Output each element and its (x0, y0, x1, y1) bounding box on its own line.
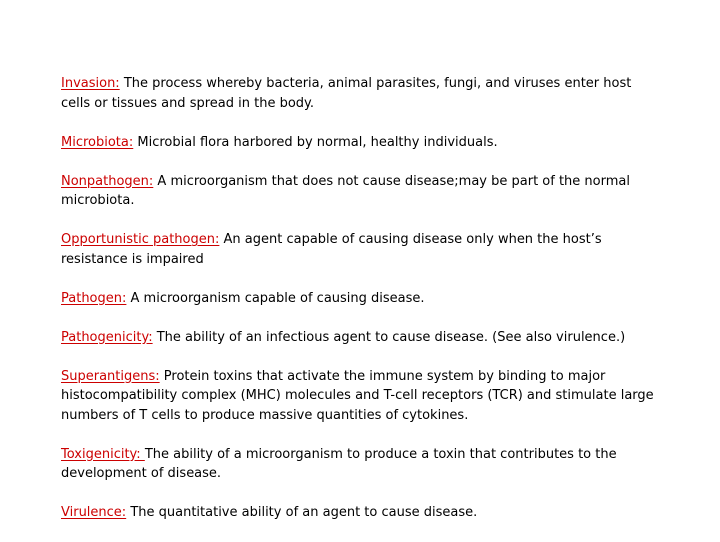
term-nonpathogen: Nonpathogen: (61, 173, 154, 189)
glossary-entry-pathogenicity (61, 328, 661, 348)
definition-pathogenicity: The ability of an infectious agent to cause disease. (See also virulence.) (152, 329, 626, 345)
definition-invasion: The process whereby bacteria, animal parasites, fungi, and viruses enter host cells or tissues and spread in the body. (61, 76, 632, 111)
glossary-entry-invasion (61, 74, 661, 113)
glossary-entry-virulence (61, 503, 661, 523)
term-invasion: Invasion: (61, 76, 120, 91)
definition-toxigenicity: The ability of a microorganism to produce a toxin that contributes to the development of disease. (61, 446, 617, 481)
definition-opportunistic-pathogen: An agent capable of causing disease only when the host’s resistance is impaired (61, 232, 602, 267)
definition-pathogen: A microorganism capable of causing disease. (126, 290, 425, 306)
glossary-list (61, 74, 661, 542)
glossary-entry-opportunistic-pathogen (61, 230, 661, 269)
term-opportunistic-pathogen: Opportunistic pathogen: (61, 232, 220, 247)
glossary-entry-pathogen (61, 289, 661, 309)
glossary-entry-nonpathogen (61, 172, 661, 211)
definition-microbiota: Microbial flora harbored by normal, healthy individuals. (133, 134, 498, 150)
term-pathogen: Pathogen: (61, 290, 127, 306)
definition-superantigens: Protein toxins that activate the immune system by binding to major histocompatibility complex (MHC) molecules and T-cell receptors (TCR) and stimulate large numbers of T cells to produce massive quantities of cytokines. (61, 368, 654, 423)
term-toxigenicity: Toxigenicity: (61, 446, 145, 462)
glossary-entry-superantigens (61, 367, 661, 426)
term-pathogenicity: Pathogenicity: (61, 329, 153, 345)
glossary-entry-toxigenicity (61, 445, 661, 484)
definition-virulence: The quantitative ability of an agent to cause disease. (126, 505, 478, 520)
definition-nonpathogen: A microorganism that does not cause disease;may be part of the normal microbiota. (61, 173, 630, 208)
term-virulence: Virulence: (61, 505, 127, 520)
glossary-entry-microbiota (61, 133, 661, 153)
term-superantigens: Superantigens: (61, 368, 160, 384)
term-microbiota: Microbiota: (61, 134, 134, 150)
